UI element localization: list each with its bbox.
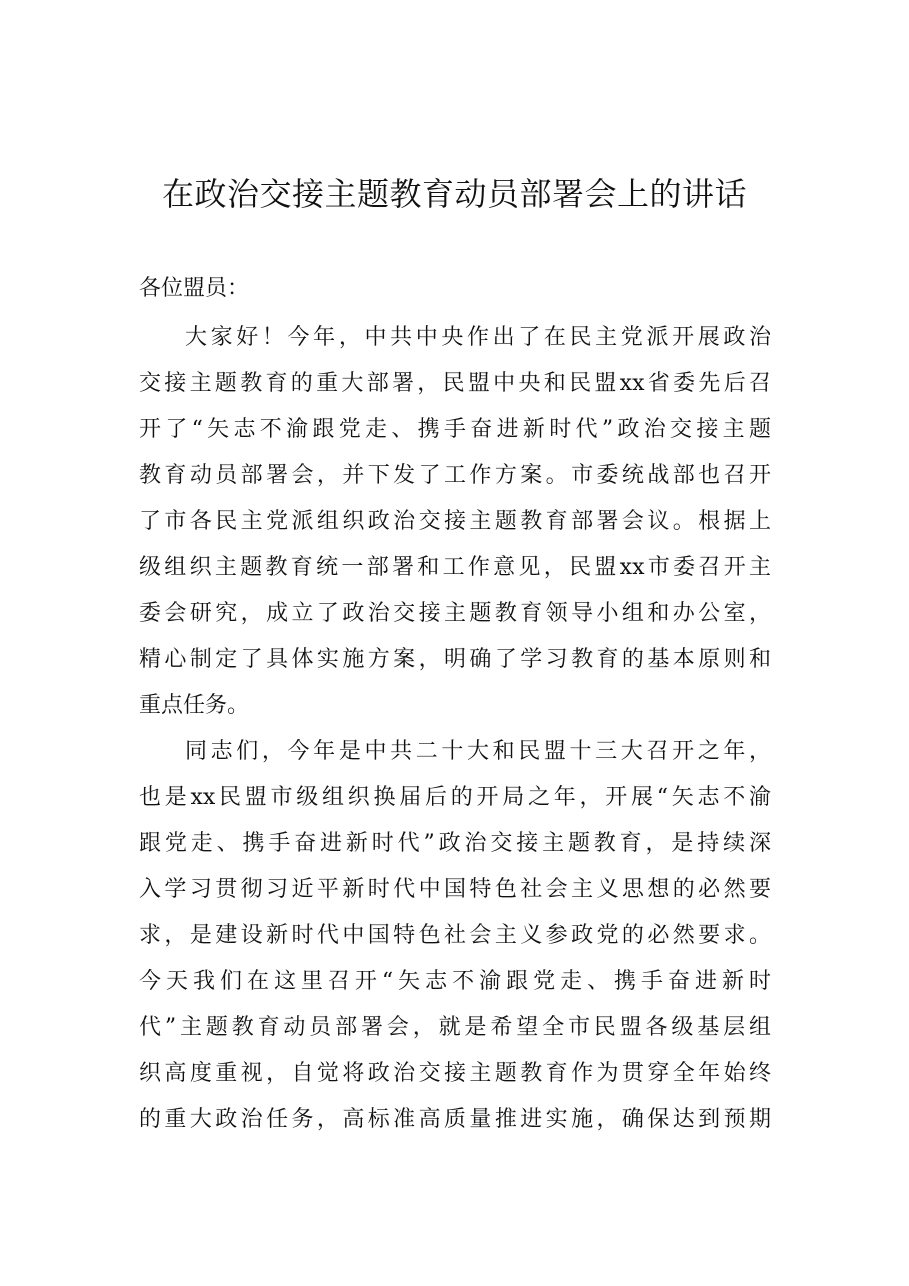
paragraph-2-line: 求，是建设新时代中国特色社会主义参政党的必然要求。 (139, 923, 771, 948)
paragraph-1-line: 了市各民主党派组织政治交接主题教育部署会议。根据上 (139, 509, 771, 534)
paragraph-2-line: 代”主题教育动员部署会，就是希望全市民盟各级基层组 (139, 1015, 771, 1040)
paragraph-1-line: 大家好！今年，中共中央作出了在民主党派开展政治 (185, 325, 771, 350)
paragraph-1-line: 委会研究，成立了政治交接主题教育领导小组和办公室， (139, 601, 771, 626)
paragraph-1-line: 精心制定了具体实施方案，明确了学习教育的基本原则和 (139, 647, 771, 672)
paragraph-1-line: 重点任务。 (139, 693, 250, 718)
paragraph-2-line: 织高度重视，自觉将政治交接主题教育作为贯穿全年始终 (139, 1061, 771, 1086)
paragraph-2-line: 今天我们在这里召开“矢志不渝跟党走、携手奋进新时 (139, 969, 771, 994)
paragraph-2-line: 的重大政治任务，高标准高质量推进实施，确保达到预期 (139, 1107, 771, 1132)
paragraph-1-line: 级组织主题教育统一部署和工作意见，民盟xx市委召开主 (139, 555, 771, 580)
salutation: 各位盟员： (139, 276, 250, 301)
paragraph-2-line: 跟党走、携手奋进新时代”政治交接主题教育，是持续深 (139, 831, 771, 856)
paragraph-1-line: 教育动员部署会，并下发了工作方案。市委统战部也召开 (139, 463, 771, 488)
paragraph-2-line: 入学习贯彻习近平新时代中国特色社会主义思想的必然要 (139, 877, 771, 902)
paragraph-1-line: 交接主题教育的重大部署，民盟中央和民盟xx省委先后召 (139, 371, 771, 396)
document-title: 在政治交接主题教育动员部署会上的讲话 (161, 175, 747, 213)
paragraph-1-line: 开了“矢志不渝跟党走、携手奋进新时代”政治交接主题 (139, 417, 771, 442)
paragraph-2-line: 同志们，今年是中共二十大和民盟十三大召开之年， (185, 739, 771, 764)
paragraph-2-line: 也是xx民盟市级组织换届后的开局之年，开展“矢志不渝 (139, 785, 771, 810)
